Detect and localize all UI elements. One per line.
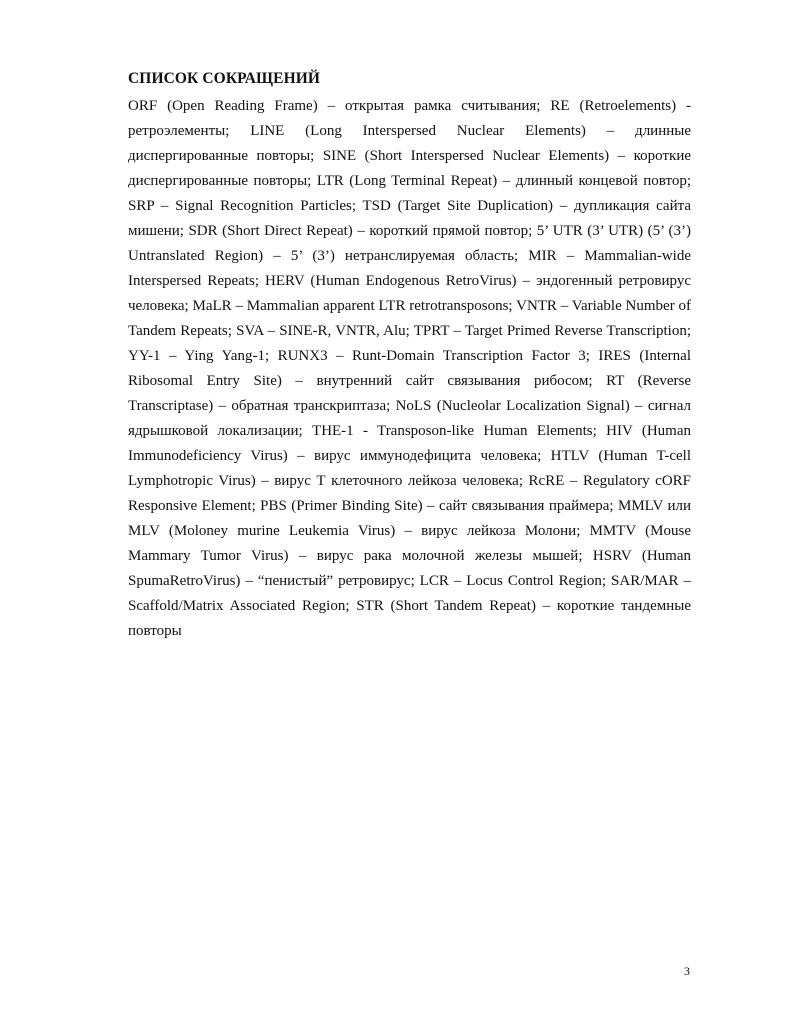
page-number: 3 bbox=[684, 964, 690, 978]
abbreviations-paragraph: ORF (Open Reading Frame) – открытая рамка считывания; RE (Retroelements) - ретроэлементы; LINE (Long Interspersed Nuclear Elements) – длинные диспергированные повторы; SINE (Short Interspersed Nuclear Elements) – короткие диспергированные повторы; LTR (Long Terminal Repeat) – длинный концевой повтор; SRP – Signal Recognition Particles; TSD (Target Site Duplication) – дупликация сайта мишени; SDR (Short Direct Repeat) – короткий прямой повтор; 5’ UTR (3’ UTR) (5’ (3’) Untranslated Region) – 5’ (3’) нетранслируемая область; MIR – Mammalian-wide Interspersed Repeats; HERV (Human Endogenous RetroVirus) – эндогенный ретровирус человека; MaLR – Mammalian apparent LTR retrotransposons; VNTR – Variable Number of Tandem Repeats; SVA – SINE-R, VNTR, Alu; TPRT – Target Primed Reverse Transcription; YY-1 – Ying Yang-1; RUNX3 – Runt-Domain Transcription Factor 3; IRES (Internal Ribosomal Entry Site) – внутренний сайт связывания рибосом; RT (Reverse Transcriptase) – обратная транскриптаза; NoLS (Nucleolar Localization Signal) – сигнал ядрышковой локализации; THE-1 - Transposon-like Human Elements; HIV (Human Immunodeficiency Virus) – вирус иммунодефицита человека; HTLV (Human T-cell Lymphotropic Virus) – вирус Т клеточного лейкоза человека; RcRE – Regulatory cORF Responsive Element; PBS (Primer Binding Site) – сайт связывания праймера; MMLV или MLV (Moloney murine Leukemia Virus) – вирус лейкоза Молони; MMTV (Mouse Mammary Tumor Virus) – вирус рака молочной железы мышей; HSRV (Human SpumaRetroVirus) – “пенистый” ретровирус; LCR – Locus Control Region; SAR/MAR – Scaffold/Matrix Associated Region; STR (Short Tandem Repeat) – короткие тандемные повторы bbox=[128, 98, 691, 639]
page-title: СПИСОК СОКРАЩЕНИЙ bbox=[128, 70, 321, 87]
